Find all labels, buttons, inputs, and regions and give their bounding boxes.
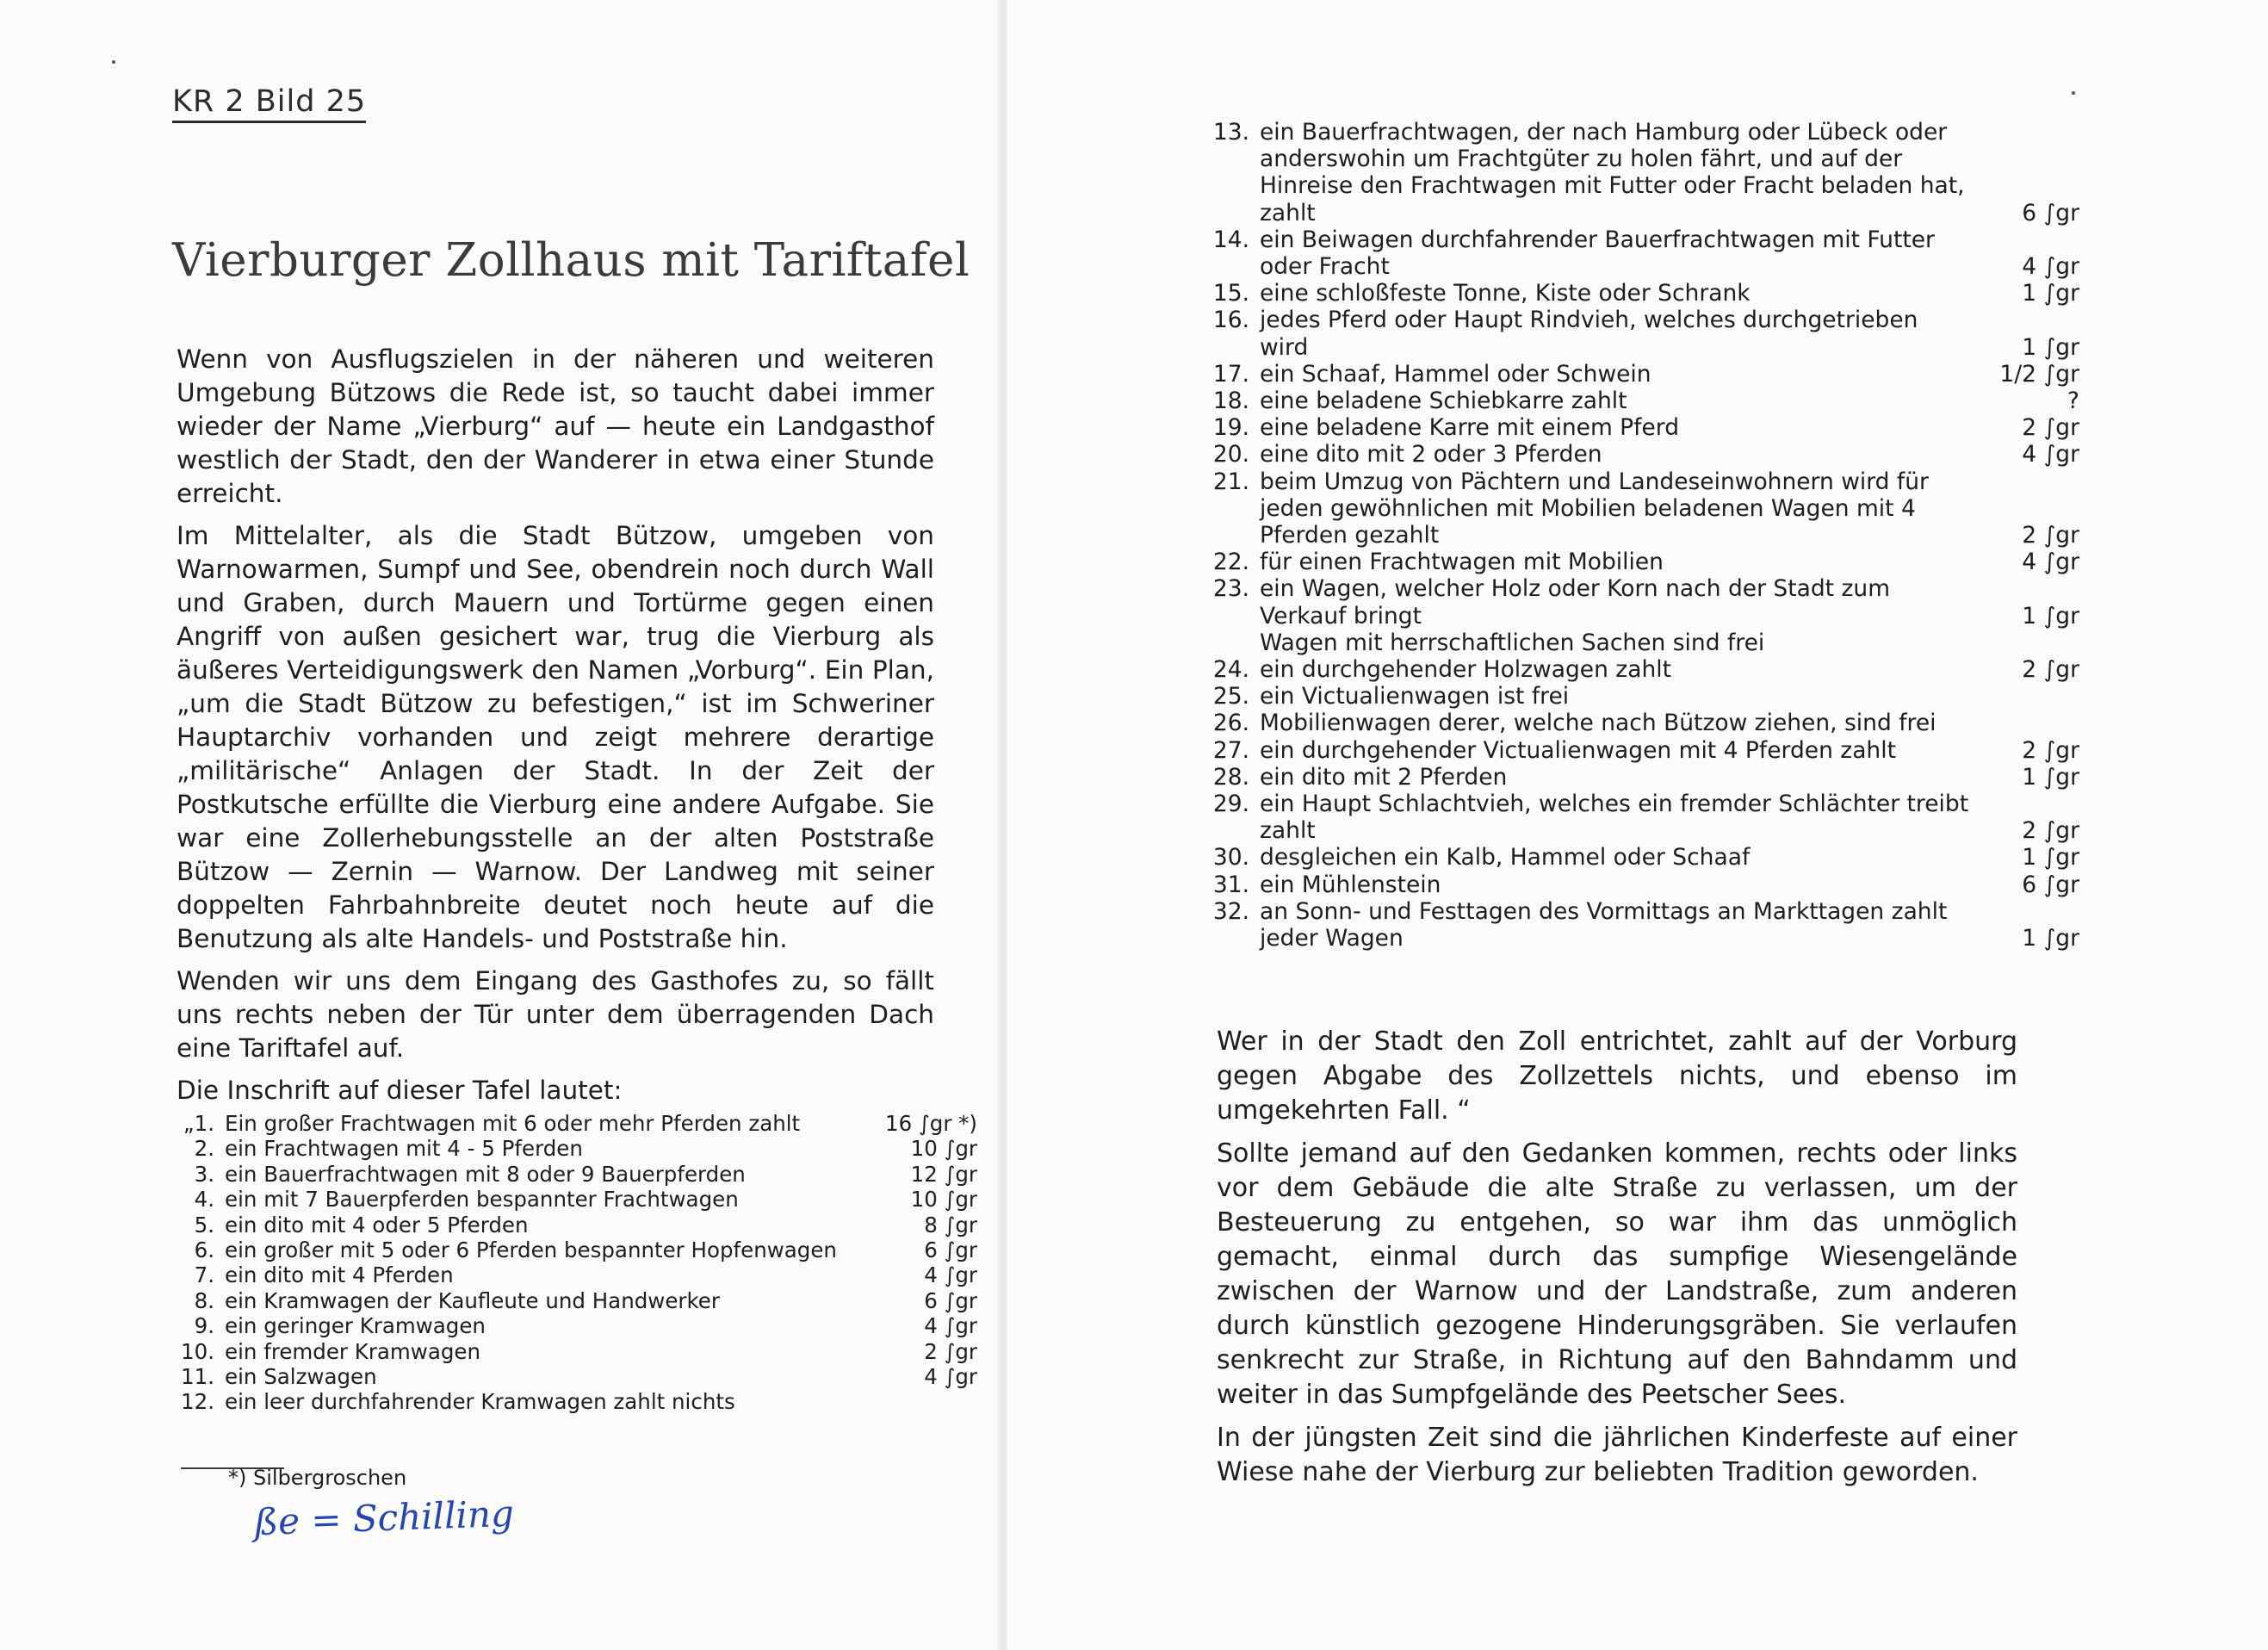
- tariff-number: 31.: [1212, 871, 1249, 898]
- tariff-text: ein Salzwagen: [225, 1364, 377, 1390]
- tariff-text: desgleichen ein Kalb, Hammel oder Schaaf: [1260, 844, 1751, 872]
- tariff-text: ein mit 7 Bauerpferden bespannter Frachtwagen: [225, 1187, 739, 1213]
- tariff-fee: 2 ∫gr: [2022, 522, 2079, 549]
- tariff-text: ein dito mit 4 Pferden: [225, 1262, 454, 1288]
- tariff-item: [177, 1213, 977, 1238]
- tariff-item: [177, 1339, 977, 1364]
- tariff-fee: 6 ∫gr: [2022, 199, 2079, 226]
- tariff-item: [1210, 441, 2079, 468]
- tariff-number: 24.: [1212, 656, 1249, 684]
- tariff-number: 29.: [1212, 791, 1249, 818]
- tariff-item: [1210, 844, 2079, 871]
- tariff-item: [1210, 361, 2079, 388]
- tariff-number: 8.: [194, 1287, 214, 1313]
- paragraph: Im Mittelalter, als die Stadt Bützow, umgeben von Warnowarmen, Sumpf und See, obendrein noch durch Wall und Graben, durch Mauern und Tortürme gegen einen Angriff von außen gesichert war, trug die Vierburg als äußeres Verteidigungswerk den Namen „Vorburg“. Ein Plan, „um die Stadt Bützow zu befestigen,“ ist im Schweriner Hauptarchiv vorhanden und zeigt mehrere derartige „militärische“ Anlagen der Stadt. In der Zeit der Postkutsche erfüllte die Vierburg eine andere Aufgabe. Sie war eine Zollerhebungsstelle an der alten Poststraße Bützow — Zernin — Warnow. Der Landweg mit seiner doppelten Fahrbahnbreite deutet noch heute auf die Benutzung als alte Handels- und Poststraße hin.: [177, 521, 934, 953]
- tariff-number: 17.: [1212, 360, 1249, 388]
- tariff-fee: 4 ∫gr: [2022, 253, 2079, 281]
- tariff-fee: [1976, 710, 2079, 736]
- tariff-item: [1210, 119, 2079, 226]
- tariff-text: ein fremder Kramwagen: [225, 1338, 481, 1364]
- tariff-fee: 2 ∫gr: [2022, 736, 2079, 764]
- tariff-number: 32.: [1212, 897, 1249, 925]
- tariff-item: [177, 1364, 977, 1389]
- tariff-fee: 1/2 ∫gr: [1999, 360, 2079, 388]
- tariff-item: [177, 1262, 977, 1287]
- paragraph: Wer in der Stadt den Zoll entrichtet, zahlt auf der Vorburg gegen Abgabe des Zollzettels nichts, und ebenso im umgekehrten Fall. “: [1217, 1027, 2017, 1126]
- tariff-text: ein Frachtwagen mit 4 - 5 Pferden: [225, 1136, 583, 1162]
- tariff-fee: 2 ∫gr: [2022, 656, 2079, 684]
- tariff-number: 27.: [1212, 736, 1249, 764]
- tariff-text: ein Haupt Schlachtvieh, welches ein fremder Schlächter treibt zahlt: [1260, 791, 1969, 845]
- tariff-fee: 12 ∫gr: [910, 1161, 977, 1187]
- tariff-text: eine beladene Karre mit einem Pferd: [1260, 414, 1680, 442]
- page-title: Vierburger Zollhaus mit Tariftafel: [172, 234, 970, 287]
- tariff-number: 23.: [1212, 575, 1249, 603]
- tariff-text: für einen Frachtwagen mit Mobilien: [1260, 549, 1664, 576]
- tariff-number: 16.: [1212, 307, 1249, 334]
- left-page: [0, 0, 999, 1650]
- tariff-fee: 1 ∫gr: [2022, 844, 2079, 872]
- tariff-number: 19.: [1212, 414, 1249, 442]
- tariff-fee: 2 ∫gr: [2022, 414, 2079, 442]
- tariff-number: 3.: [194, 1161, 214, 1187]
- tariff-fee: [1976, 630, 2079, 656]
- tariff-item: [1210, 630, 2079, 656]
- tariff-fee: 2 ∫gr: [2022, 817, 2079, 845]
- tariff-item: [177, 1162, 977, 1187]
- reference-label: KR 2 Bild 25: [172, 84, 366, 123]
- tariff-text: beim Umzug von Pächtern und Landeseinwohnern wird für jeden gewöhnlichen mit Mobilien beladenen Wagen mit 4 Pferden gezahlt: [1260, 468, 1929, 549]
- tariff-number: 22.: [1212, 549, 1249, 576]
- tariff-number: 28.: [1212, 763, 1249, 791]
- handwritten-note: ße = Schilling: [253, 1492, 515, 1544]
- tariff-number: 11.: [181, 1364, 214, 1390]
- tariff-item: [1210, 683, 2079, 710]
- tariff-text: jedes Pferd oder Haupt Rindvieh, welches durchgetrieben wird: [1260, 307, 1918, 361]
- tariff-text: ein Bauerfrachtwagen, der nach Hamburg oder Lübeck oder anderswohin um Frachtgüter zu holen fährt, und auf der Hinreise den Frachtwagen mit Futter oder Fracht beladen hat, zahlt: [1260, 119, 1965, 226]
- tariff-text: ein Beiwagen durchfahrender Bauerfrachtwagen mit Futter oder Fracht: [1260, 226, 1935, 281]
- tariff-fee: [1976, 683, 2079, 710]
- tariff-fee: 4 ∫gr: [924, 1313, 977, 1339]
- tariff-number: 13.: [1212, 119, 1249, 146]
- tariff-text: Mobilienwagen derer, welche nach Bützow ziehen, sind frei: [1260, 710, 1936, 737]
- tariff-fee: 6 ∫gr: [2022, 871, 2079, 898]
- tariff-text: ein leer durchfahrender Kramwagen zahlt nichts: [225, 1389, 735, 1415]
- tariff-fee: 1 ∫gr: [2022, 763, 2079, 791]
- tariff-item: [1210, 414, 2079, 441]
- tariff-number: 15.: [1212, 280, 1249, 307]
- tariff-text: ein durchgehender Victualienwagen mit 4 Pferden zahlt: [1260, 736, 1896, 764]
- tariff-text: eine schloßfeste Tonne, Kiste oder Schrank: [1260, 280, 1751, 307]
- tariff-item: [1210, 549, 2079, 575]
- tariff-item: [1210, 468, 2079, 549]
- tariff-fee: 16 ∫gr *): [885, 1111, 977, 1136]
- tariff-text: ein Bauerfrachtwagen mit 8 oder 9 Bauerpferden: [225, 1161, 746, 1187]
- tariff-number: 10.: [181, 1338, 214, 1364]
- right-body-text: [1217, 1025, 2017, 1498]
- inscription-heading: Die Inschrift auf dieser Tafel lautet:: [177, 1076, 623, 1105]
- tariff-fee: 6 ∫gr: [924, 1287, 977, 1313]
- tariff-number: 20.: [1212, 441, 1249, 468]
- tariff-fee: 4 ∫gr: [2022, 549, 2079, 576]
- tariff-number: 9.: [194, 1313, 214, 1339]
- tariff-fee: 2 ∫gr: [924, 1338, 977, 1364]
- tariff-item: [177, 1313, 977, 1338]
- tariff-fee: 4 ∫gr: [924, 1364, 977, 1390]
- tariff-item: [177, 1238, 977, 1262]
- tariff-fee: 1 ∫gr: [2022, 925, 2079, 952]
- tariff-fee: 4 ∫gr: [2022, 441, 2079, 468]
- tariff-number: 6.: [194, 1238, 214, 1263]
- tariff-number: 26.: [1212, 710, 1249, 737]
- tariff-text: ein geringer Kramwagen: [225, 1313, 486, 1339]
- tariff-text: ein dito mit 4 oder 5 Pferden: [225, 1212, 529, 1238]
- tariff-number: 5.: [194, 1212, 214, 1238]
- tariff-number: 7.: [194, 1262, 214, 1288]
- tariff-item: [177, 1288, 977, 1313]
- paragraph: In der jüngsten Zeit sind die jährlichen Kinderfeste auf einer Wiese nahe der Vierburg zur beliebten Tradition geworden.: [1217, 1423, 2017, 1487]
- tariff-item: [1210, 872, 2079, 898]
- tariff-text: ein dito mit 2 Pferden: [1260, 763, 1508, 791]
- tariff-text: ein Schaaf, Hammel oder Schwein: [1260, 360, 1651, 388]
- tariff-number: „1.: [183, 1111, 214, 1136]
- tariff-number: 2.: [194, 1136, 214, 1162]
- tariff-number: 12.: [181, 1389, 214, 1415]
- tariff-number: 25.: [1212, 683, 1249, 710]
- tariff-list-right: [1210, 119, 2079, 952]
- tariff-number: 4.: [194, 1187, 214, 1213]
- tariff-item: [1210, 388, 2079, 414]
- tariff-fee: 10 ∫gr: [910, 1136, 977, 1162]
- tariff-list-left: [177, 1111, 977, 1415]
- left-body-text: [177, 343, 934, 1116]
- tariff-text: ein großer mit 5 oder 6 Pferden bespannter Hopfenwagen: [225, 1238, 837, 1263]
- tariff-item: [1210, 307, 2079, 360]
- tariff-item: [1210, 791, 2079, 844]
- tariff-item: [177, 1136, 977, 1161]
- tariff-text: Ein großer Frachtwagen mit 6 oder mehr Pferden zahlt: [225, 1111, 801, 1136]
- tariff-number: 21.: [1212, 468, 1249, 495]
- tariff-fee: ?: [2067, 388, 2079, 415]
- tariff-item: [177, 1111, 977, 1136]
- tariff-item: [1210, 898, 2079, 952]
- tariff-fee: 1 ∫gr: [2022, 602, 2079, 630]
- tariff-fee: 8 ∫gr: [924, 1212, 977, 1238]
- tariff-fee: 6 ∫gr: [924, 1238, 977, 1263]
- tariff-item: [1210, 764, 2079, 791]
- tariff-item: [177, 1389, 977, 1414]
- tariff-number: 30.: [1212, 844, 1249, 872]
- tariff-text: eine dito mit 2 oder 3 Pferden: [1260, 441, 1602, 468]
- tariff-item: [177, 1187, 977, 1212]
- tariff-item: [1210, 656, 2079, 683]
- tariff-text: ein Mühlenstein: [1260, 871, 1441, 898]
- tariff-text: an Sonn- und Festtagen des Vormittags an Markttagen zahlt jeder Wagen: [1260, 897, 1948, 952]
- paragraph: Wenden wir uns dem Eingang des Gasthofes zu, so fällt uns rechts neben der Tür unter dem überragenden Dach eine Tariftafel auf.: [177, 966, 934, 1063]
- tariff-fee: [883, 1389, 977, 1414]
- footnote: *) Silbergroschen: [228, 1466, 407, 1490]
- tariff-number: [1210, 630, 1255, 656]
- scan-speck: [112, 60, 115, 64]
- tariff-fee: 1 ∫gr: [2022, 280, 2079, 307]
- tariff-text: Wagen mit herrschaftlichen Sachen sind frei: [1260, 629, 1765, 656]
- tariff-item: [1210, 710, 2079, 736]
- paragraph: Sollte jemand auf den Gedanken kommen, rechts oder links vor dem Gebäude die alte Straße zu verlassen, um der Besteuerung zu entgehen, so war ihm das unmöglich gemacht, einmal durch das sumpfige Wiesengelände zwischen der Warnow und der Landstraße, zum anderen durch künstlich gezogene Hinderungsgräben. Sie verlaufen senkrecht zur Straße, in Richtung auf den Bahndamm und weiter in das Sumpfgelände des Peetscher Sees.: [1217, 1138, 2017, 1410]
- tariff-item: [1210, 737, 2079, 764]
- paragraph: Wenn von Ausflugszielen in der näheren und weiteren Umgebung Bützows die Rede ist, so taucht dabei immer wieder der Name „Vierburg“ auf — heute ein Landgasthof westlich der Stadt, den der Wanderer in etwa einer Stunde erreicht.: [177, 344, 934, 508]
- tariff-fee: 4 ∫gr: [924, 1262, 977, 1288]
- tariff-item: [1210, 575, 2079, 629]
- tariff-text: ein Wagen, welcher Holz oder Korn nach der Stadt zum Verkauf bringt: [1260, 575, 1891, 630]
- tariff-text: ein Victualienwagen ist frei: [1260, 683, 1570, 710]
- tariff-text: eine beladene Schiebkarre zahlt: [1260, 388, 1627, 415]
- scan-speck: [2072, 91, 2075, 95]
- tariff-text: ein durchgehender Holzwagen zahlt: [1260, 656, 1672, 684]
- tariff-fee: 1 ∫gr: [2022, 333, 2079, 361]
- tariff-number: 14.: [1212, 226, 1249, 253]
- tariff-text: ein Kramwagen der Kaufleute und Handwerker: [225, 1287, 720, 1313]
- tariff-item: [1210, 280, 2079, 307]
- tariff-fee: 10 ∫gr: [910, 1187, 977, 1213]
- tariff-number: 18.: [1212, 388, 1249, 415]
- tariff-item: [1210, 226, 2079, 280]
